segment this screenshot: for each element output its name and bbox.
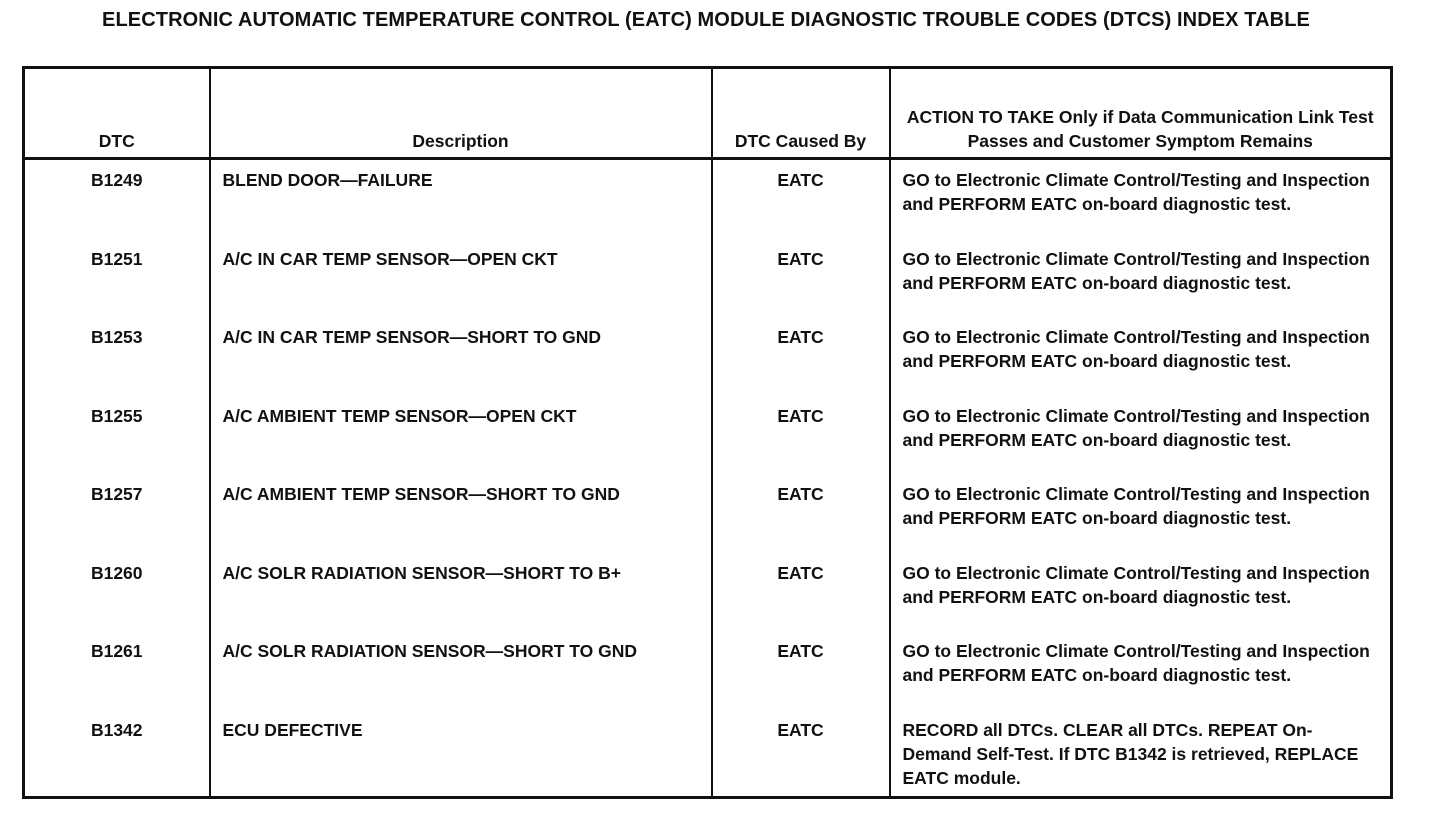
dtc-caused-by: EATC [712,159,890,247]
dtc-description: A/C SOLR RADIATION SENSOR—SHORT TO GND [210,639,712,718]
dtc-description: A/C SOLR RADIATION SENSOR—SHORT TO B+ [210,561,712,640]
header-caused-by: DTC Caused By [712,68,890,159]
dtc-action: GO to Electronic Climate Control/Testing and Inspection and PERFORM EATC on-board diagnostic test. [890,561,1392,640]
dtc-action: GO to Electronic Climate Control/Testing and Inspection and PERFORM EATC on-board diagnostic test. [890,159,1392,247]
header-action: ACTION TO TAKE Only if Data Communication Link Test Passes and Customer Symptom Remains [890,68,1392,159]
dtc-code: B1251 [24,247,210,326]
table-row [24,482,1392,561]
dtc-description: A/C IN CAR TEMP SENSOR—SHORT TO GND [210,325,712,404]
dtc-caused-by: EATC [712,325,890,404]
dtc-caused-by: EATC [712,482,890,561]
dtc-description: BLEND DOOR—FAILURE [210,159,712,247]
table-row [24,718,1392,798]
dtc-description: A/C AMBIENT TEMP SENSOR—OPEN CKT [210,404,712,483]
table-row [24,247,1392,326]
dtc-action: GO to Electronic Climate Control/Testing and Inspection and PERFORM EATC on-board diagnostic test. [890,404,1392,483]
header-description: Description [210,68,712,159]
table-row [24,159,1392,247]
dtc-caused-by: EATC [712,639,890,718]
dtc-code: B1342 [24,718,210,798]
dtc-code: B1260 [24,561,210,640]
dtc-action: GO to Electronic Climate Control/Testing and Inspection and PERFORM EATC on-board diagnostic test. [890,482,1392,561]
dtc-code: B1257 [24,482,210,561]
dtc-action: GO to Electronic Climate Control/Testing and Inspection and PERFORM EATC on-board diagnostic test. [890,325,1392,404]
table-row [24,325,1392,404]
dtc-caused-by: EATC [712,404,890,483]
dtc-action: GO to Electronic Climate Control/Testing and Inspection and PERFORM EATC on-board diagnostic test. [890,639,1392,718]
dtc-action: RECORD all DTCs. CLEAR all DTCs. REPEAT On-Demand Self-Test. If DTC B1342 is retrieved, REPLACE EATC module. [890,718,1392,798]
dtc-code: B1261 [24,639,210,718]
dtc-description: A/C AMBIENT TEMP SENSOR—SHORT TO GND [210,482,712,561]
dtc-index-table [22,66,1393,799]
table-row [24,404,1392,483]
dtc-description: A/C IN CAR TEMP SENSOR—OPEN CKT [210,247,712,326]
header-dtc: DTC [24,68,210,159]
dtc-code: B1255 [24,404,210,483]
header-row [24,68,1392,159]
dtc-caused-by: EATC [712,247,890,326]
dtc-description: ECU DEFECTIVE [210,718,712,798]
dtc-caused-by: EATC [712,718,890,798]
dtc-action: GO to Electronic Climate Control/Testing and Inspection and PERFORM EATC on-board diagnostic test. [890,247,1392,326]
dtc-code: B1249 [24,159,210,247]
page-title: ELECTRONIC AUTOMATIC TEMPERATURE CONTROL (EATC) MODULE DIAGNOSTIC TROUBLE CODES (DTCS) INDEX TABLE [102,9,1310,31]
dtc-caused-by: EATC [712,561,890,640]
dtc-code: B1253 [24,325,210,404]
table-row [24,561,1392,640]
table-row [24,639,1392,718]
